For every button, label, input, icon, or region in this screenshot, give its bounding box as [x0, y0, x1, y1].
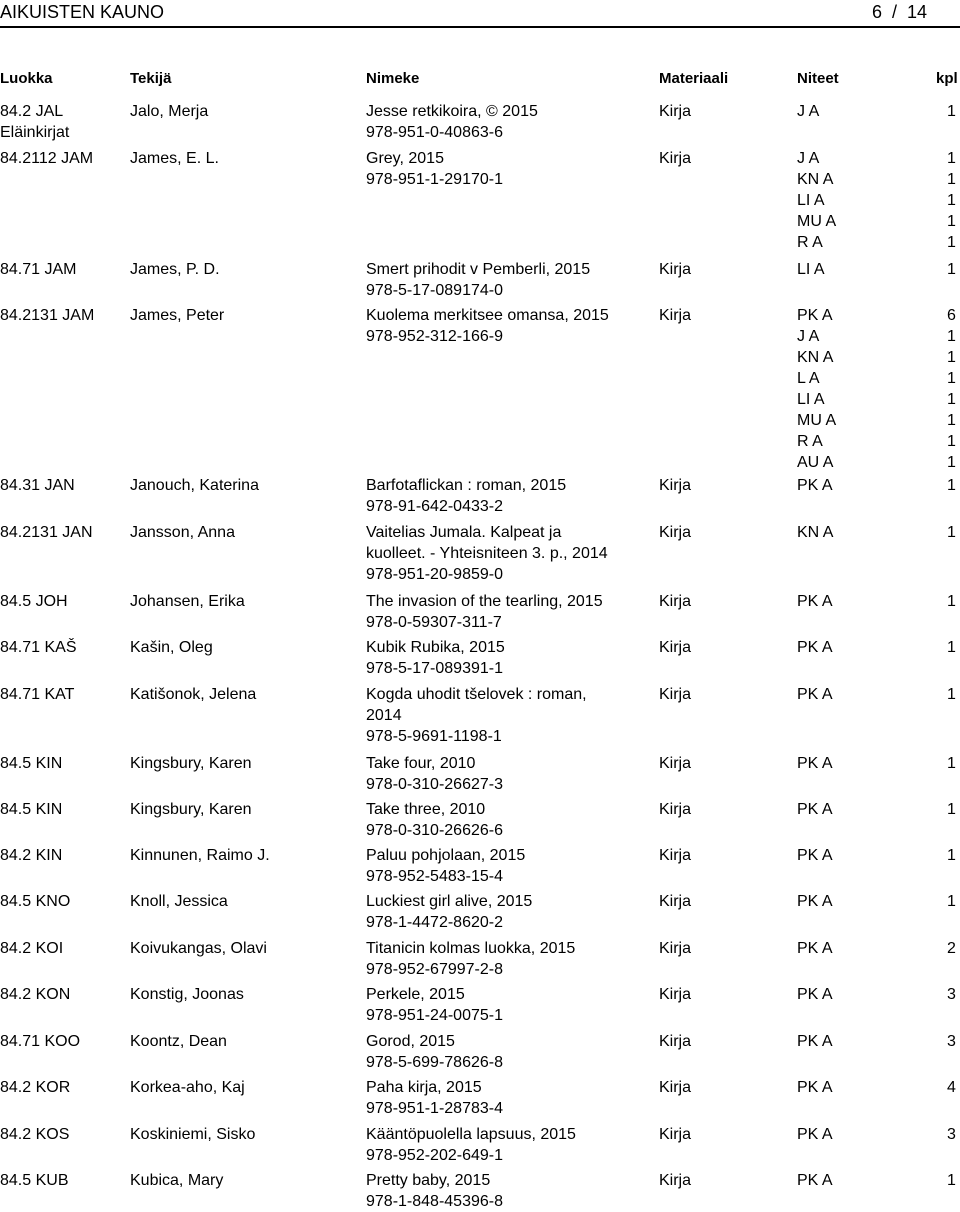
- notes-cell-line: R A: [797, 234, 823, 251]
- class-cell: [0, 1170, 122, 1191]
- title-cell-line: 978-0-310-26627-3: [366, 776, 503, 793]
- class-cell: [0, 1124, 122, 1145]
- title-cell-line: Paha kirja, 2015: [366, 1079, 482, 1096]
- class-cell: [0, 259, 122, 280]
- qty-cell: [947, 891, 960, 912]
- title-cell: [366, 753, 636, 795]
- notes-cell: [797, 259, 907, 280]
- notes-cell-line: PK A: [797, 639, 833, 656]
- title-cell: [366, 684, 636, 747]
- qty-cell: [947, 591, 960, 612]
- title-cell-line: Kääntöpuolella lapsuus, 2015: [366, 1126, 576, 1143]
- author-cell: Kingsbury, Karen: [130, 801, 252, 818]
- notes-cell: [797, 522, 907, 543]
- qty-cell-line: 1: [947, 454, 956, 471]
- class-cell-line: 84.2131 JAM: [0, 307, 95, 324]
- material-cell: Kirja: [659, 103, 692, 120]
- author-cell: James, E. L.: [130, 150, 219, 167]
- notes-cell: [797, 984, 907, 1005]
- title-cell: [366, 591, 636, 633]
- class-cell-line: 84.71 KAT: [0, 686, 75, 703]
- title-cell-line: Kuolema merkitsee omansa, 2015: [366, 307, 609, 324]
- qty-cell-line: 1: [947, 477, 956, 494]
- title-cell-line: 978-1-848-45396-8: [366, 1193, 503, 1210]
- column-header-material: Materiaali: [659, 70, 729, 87]
- class-cell-line: Eläinkirjat: [0, 124, 70, 141]
- qty-cell-line: 1: [947, 328, 956, 345]
- notes-cell-line: KN A: [797, 524, 834, 541]
- title-cell-line: Vaitelias Jumala. Kalpeat ja: [366, 524, 562, 541]
- title-cell-line: Perkele, 2015: [366, 986, 465, 1003]
- qty-cell: [947, 475, 960, 496]
- qty-cell: [947, 522, 960, 543]
- title-cell-line: Pretty baby, 2015: [366, 1172, 491, 1189]
- material-cell: Kirja: [659, 940, 692, 957]
- author-cell: Jalo, Merja: [130, 103, 209, 120]
- notes-cell-line: R A: [797, 433, 823, 450]
- title-cell-line: Barfotaflickan : roman, 2015: [366, 477, 567, 494]
- class-cell-line: 84.5 KNO: [0, 893, 71, 910]
- qty-cell-line: 1: [947, 213, 956, 230]
- class-cell: [0, 148, 122, 169]
- qty-cell-line: 1: [947, 370, 956, 387]
- material-cell: Kirja: [659, 593, 692, 610]
- qty-cell: [947, 845, 960, 866]
- title-cell-line: 978-91-642-0433-2: [366, 498, 503, 515]
- title-cell: [366, 101, 636, 143]
- notes-cell: [797, 637, 907, 658]
- title-cell-line: 978-0-59307-311-7: [366, 614, 502, 631]
- notes-cell: [797, 1031, 907, 1052]
- qty-cell-line: 1: [947, 234, 956, 251]
- class-cell: [0, 1077, 122, 1098]
- notes-cell: [797, 938, 907, 959]
- title-cell: [366, 305, 636, 347]
- qty-cell: [947, 259, 960, 280]
- title-cell: [366, 891, 636, 933]
- qty-cell-line: 1: [947, 639, 956, 656]
- notes-cell-line: PK A: [797, 593, 833, 610]
- column-header-author: Tekijä: [130, 70, 172, 87]
- title-cell-line: 2014: [366, 707, 402, 724]
- column-header-title: Nimeke: [366, 70, 420, 87]
- title-cell: [366, 475, 636, 517]
- notes-cell: [797, 305, 907, 473]
- author-cell: Kingsbury, Karen: [130, 755, 252, 772]
- material-cell: Kirja: [659, 986, 692, 1003]
- title-cell-line: 978-5-9691-1198-1: [366, 728, 502, 745]
- author-cell: Kinnunen, Raimo J.: [130, 847, 270, 864]
- title-cell-line: 978-951-1-29170-1: [366, 171, 503, 188]
- notes-cell-line: MU A: [797, 213, 837, 230]
- class-cell: [0, 475, 122, 496]
- title-cell-line: 978-952-5483-15-4: [366, 868, 503, 885]
- title-cell-line: Jesse retkikoira, © 2015: [366, 103, 538, 120]
- notes-cell: [797, 753, 907, 774]
- notes-cell-line: LI A: [797, 192, 825, 209]
- title-cell: [366, 984, 636, 1026]
- qty-cell-line: 1: [947, 593, 956, 610]
- author-cell: Korkea-aho, Kaj: [130, 1079, 245, 1096]
- class-cell: [0, 1031, 122, 1052]
- material-cell: Kirja: [659, 686, 692, 703]
- qty-cell-line: 1: [947, 150, 956, 167]
- qty-cell-line: 1: [947, 391, 956, 408]
- notes-cell-line: MU A: [797, 412, 837, 429]
- qty-cell-line: 1: [947, 192, 956, 209]
- qty-cell: [947, 305, 960, 473]
- material-cell: Kirja: [659, 639, 692, 656]
- qty-cell-line: 6: [947, 307, 956, 324]
- title-cell-line: Take three, 2010: [366, 801, 486, 818]
- material-cell: Kirja: [659, 1079, 692, 1096]
- class-cell: [0, 891, 122, 912]
- title-cell: [366, 1124, 636, 1166]
- title-cell-line: Grey, 2015: [366, 150, 444, 167]
- qty-cell: [947, 637, 960, 658]
- material-cell: Kirja: [659, 893, 692, 910]
- class-cell-line: 84.2112 JAM: [0, 150, 94, 167]
- class-cell: [0, 753, 122, 774]
- author-cell: Kubica, Mary: [130, 1172, 224, 1189]
- title-cell-line: kuolleet. - Yhteisniteen 3. p., 2014: [366, 545, 608, 562]
- qty-cell: [947, 799, 960, 820]
- material-cell: Kirja: [659, 524, 692, 541]
- title-cell: [366, 148, 636, 190]
- class-cell-line: 84.2 KOI: [0, 940, 64, 957]
- material-cell: Kirja: [659, 755, 692, 772]
- notes-cell: [797, 148, 907, 253]
- qty-cell-line: 4: [947, 1079, 956, 1096]
- class-cell-line: 84.2 KOS: [0, 1126, 70, 1143]
- author-cell: Knoll, Jessica: [130, 893, 228, 910]
- qty-cell-line: 1: [947, 847, 956, 864]
- title-cell-line: Take four, 2010: [366, 755, 476, 772]
- class-cell-line: 84.71 KOO: [0, 1033, 81, 1050]
- notes-cell: [797, 1077, 907, 1098]
- qty-cell-line: 1: [947, 686, 956, 703]
- notes-cell-line: PK A: [797, 940, 833, 957]
- material-cell: Kirja: [659, 1172, 692, 1189]
- title-cell: [366, 1170, 636, 1212]
- notes-cell: [797, 684, 907, 705]
- title-cell-line: 978-5-17-089391-1: [366, 660, 503, 677]
- qty-cell: [947, 938, 960, 959]
- notes-cell-line: PK A: [797, 1079, 833, 1096]
- title-cell: [366, 1031, 636, 1073]
- class-cell: [0, 305, 122, 326]
- material-cell: Kirja: [659, 1033, 692, 1050]
- title-cell-line: 978-0-310-26626-6: [366, 822, 503, 839]
- material-cell: Kirja: [659, 1126, 692, 1143]
- title-cell-line: 978-951-24-0075-1: [366, 1007, 503, 1024]
- notes-cell-line: PK A: [797, 1033, 833, 1050]
- notes-cell-line: AU A: [797, 454, 834, 471]
- title-cell: [366, 845, 636, 887]
- qty-cell-line: 1: [947, 755, 956, 772]
- qty-cell-line: 1: [947, 524, 956, 541]
- material-cell: Kirja: [659, 150, 692, 167]
- title-cell-line: Paluu pohjolaan, 2015: [366, 847, 526, 864]
- author-cell: Kašin, Oleg: [130, 639, 213, 656]
- notes-cell: [797, 799, 907, 820]
- title-cell-line: Luckiest girl alive, 2015: [366, 893, 533, 910]
- class-cell: [0, 522, 122, 543]
- notes-cell-line: LI A: [797, 391, 825, 408]
- qty-cell: [947, 1031, 960, 1052]
- class-cell-line: 84.31 JAN: [0, 477, 75, 494]
- class-cell-line: 84.5 KIN: [0, 755, 63, 772]
- qty-cell-line: 1: [947, 801, 956, 818]
- title-cell: [366, 938, 636, 980]
- title-cell-line: 978-951-0-40863-6: [366, 124, 503, 141]
- notes-cell-line: PK A: [797, 755, 833, 772]
- notes-cell-line: J A: [797, 150, 820, 167]
- qty-cell-line: 1: [947, 433, 956, 450]
- title-cell-line: 978-952-312-166-9: [366, 328, 503, 345]
- qty-cell-line: 1: [947, 412, 956, 429]
- notes-cell-line: PK A: [797, 986, 833, 1003]
- title-cell-line: 978-951-20-9859-0: [366, 566, 503, 583]
- notes-cell-line: PK A: [797, 307, 833, 324]
- qty-cell: [947, 1077, 960, 1098]
- class-cell: [0, 101, 122, 143]
- qty-cell-line: 1: [947, 103, 956, 120]
- qty-cell-line: 3: [947, 1126, 956, 1143]
- title-cell: [366, 799, 636, 841]
- class-cell: [0, 984, 122, 1005]
- notes-cell-line: PK A: [797, 477, 833, 494]
- class-cell-line: 84.2 KOR: [0, 1079, 71, 1096]
- notes-cell-line: KN A: [797, 349, 834, 366]
- class-cell: [0, 684, 122, 705]
- qty-cell: [947, 984, 960, 1005]
- document-title: AIKUISTEN KAUNO: [0, 2, 165, 22]
- class-cell-line: 84.71 KAŠ: [0, 639, 77, 656]
- material-cell: Kirja: [659, 847, 692, 864]
- notes-cell-line: PK A: [797, 893, 833, 910]
- qty-cell-line: 1: [947, 171, 956, 188]
- author-cell: Koivukangas, Olavi: [130, 940, 267, 957]
- qty-cell: [947, 1170, 960, 1191]
- title-cell-line: Smert prihodit v Pemberli, 2015: [366, 261, 591, 278]
- material-cell: Kirja: [659, 477, 692, 494]
- notes-cell: [797, 1124, 907, 1145]
- notes-cell: [797, 475, 907, 496]
- page-header: [0, 0, 960, 28]
- class-cell-line: 84.2 KIN: [0, 847, 63, 864]
- notes-cell: [797, 845, 907, 866]
- class-cell-line: 84.71 JAM: [0, 261, 77, 278]
- title-cell-line: Kogda uhodit tšelovek : roman,: [366, 686, 587, 703]
- notes-cell: [797, 891, 907, 912]
- qty-cell-line: 3: [947, 986, 956, 1003]
- title-cell-line: The invasion of the tearling, 2015: [366, 593, 603, 610]
- author-cell: Johansen, Erika: [130, 593, 245, 610]
- qty-cell: [947, 101, 960, 122]
- title-cell-line: Kubik Rubika, 2015: [366, 639, 505, 656]
- notes-cell-line: PK A: [797, 801, 833, 818]
- qty-cell-line: 2: [947, 940, 956, 957]
- author-cell: Janouch, Katerina: [130, 477, 259, 494]
- qty-cell: [947, 753, 960, 774]
- qty-cell-line: 1: [947, 261, 956, 278]
- column-header-class: Luokka: [0, 70, 53, 87]
- class-cell-line: 84.5 KUB: [0, 1172, 69, 1189]
- class-cell-line: 84.2 JAL: [0, 103, 64, 120]
- class-cell: [0, 845, 122, 866]
- class-cell: [0, 938, 122, 959]
- notes-cell-line: J A: [797, 103, 820, 120]
- title-cell-line: 978-951-1-28783-4: [366, 1100, 503, 1117]
- title-cell: [366, 259, 636, 301]
- class-cell-line: 84.2 KON: [0, 986, 71, 1003]
- notes-cell: [797, 1170, 907, 1191]
- title-cell-line: Titanicin kolmas luokka, 2015: [366, 940, 576, 957]
- title-cell-line: 978-1-4472-8620-2: [366, 914, 503, 931]
- author-cell: James, Peter: [130, 307, 225, 324]
- title-cell: [366, 1077, 636, 1119]
- title-cell: [366, 637, 636, 679]
- notes-cell-line: J A: [797, 328, 820, 345]
- class-cell: [0, 799, 122, 820]
- qty-cell: [947, 1124, 960, 1145]
- column-header-qty: kpl: [936, 70, 958, 87]
- notes-cell: [797, 591, 907, 612]
- author-cell: Katišonok, Jelena: [130, 686, 257, 703]
- qty-cell-line: 1: [947, 349, 956, 366]
- qty-cell-line: 1: [947, 893, 956, 910]
- title-cell: [366, 522, 636, 585]
- title-cell-line: 978-952-67997-2-8: [366, 961, 503, 978]
- author-cell: Konstig, Joonas: [130, 986, 244, 1003]
- notes-cell-line: PK A: [797, 1126, 833, 1143]
- material-cell: Kirja: [659, 801, 692, 818]
- title-cell-line: 978-952-202-649-1: [366, 1147, 503, 1164]
- title-cell-line: 978-5-17-089174-0: [366, 282, 503, 299]
- class-cell-line: 84.2131 JAN: [0, 524, 93, 541]
- author-cell: Koskiniemi, Sisko: [130, 1126, 256, 1143]
- notes-cell-line: LI A: [797, 261, 825, 278]
- class-cell-line: 84.5 KIN: [0, 801, 63, 818]
- title-cell-line: Gorod, 2015: [366, 1033, 455, 1050]
- notes-cell-line: PK A: [797, 847, 833, 864]
- title-cell-line: 978-5-699-78626-8: [366, 1054, 503, 1071]
- qty-cell: [947, 684, 960, 705]
- author-cell: Koontz, Dean: [130, 1033, 227, 1050]
- qty-cell-line: 1: [947, 1172, 956, 1189]
- column-header-notes: Niteet: [797, 70, 839, 87]
- notes-cell-line: PK A: [797, 686, 833, 703]
- material-cell: Kirja: [659, 261, 692, 278]
- qty-cell: [947, 148, 960, 253]
- author-cell: James, P. D.: [130, 261, 220, 278]
- notes-cell-line: PK A: [797, 1172, 833, 1189]
- notes-cell-line: KN A: [797, 171, 834, 188]
- qty-cell-line: 3: [947, 1033, 956, 1050]
- material-cell: Kirja: [659, 307, 692, 324]
- class-cell-line: 84.5 JOH: [0, 593, 68, 610]
- notes-cell-line: L A: [797, 370, 820, 387]
- notes-cell: [797, 101, 907, 122]
- page-indicator: 6 / 14: [872, 2, 928, 22]
- class-cell: [0, 591, 122, 612]
- author-cell: Jansson, Anna: [130, 524, 235, 541]
- class-cell: [0, 637, 122, 658]
